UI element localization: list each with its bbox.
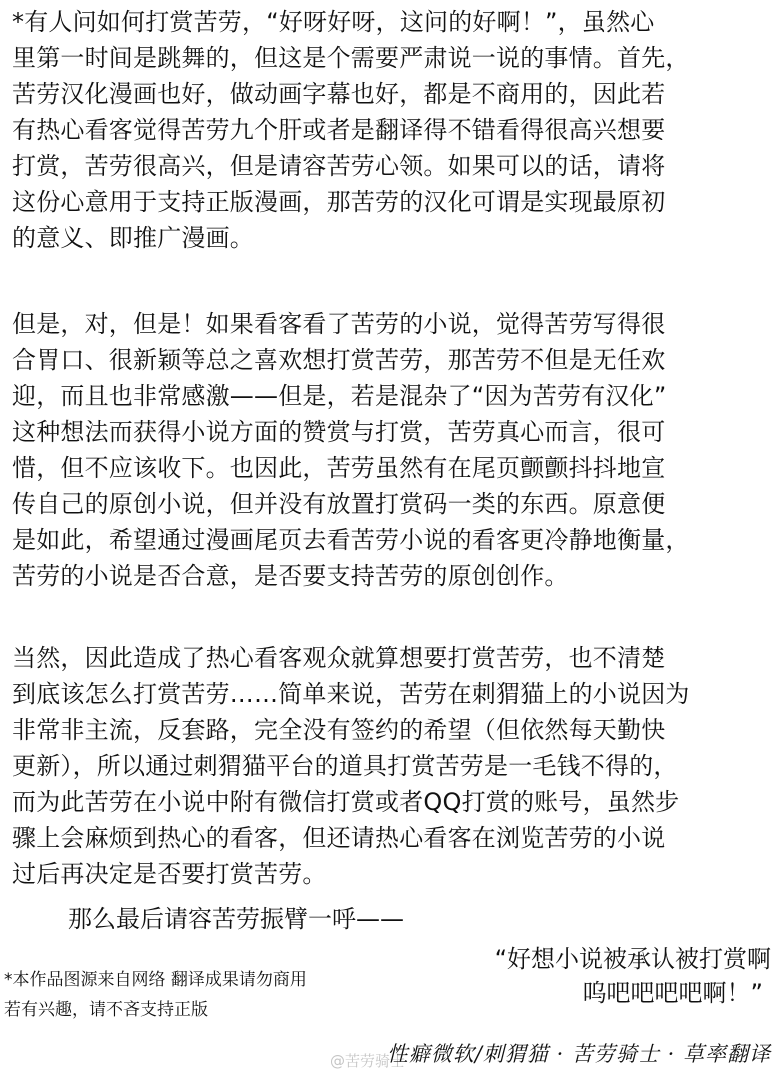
text-line: 迎，而且也非常感激——但是，若是混杂了“因为苦劳有汉化” <box>12 382 667 410</box>
paragraph-1 <box>12 4 772 256</box>
copyright-notice <box>4 965 307 1025</box>
text-line: *有人问如何打赏苦劳，“好呀好呀，这问的好啊！”，虽然心 <box>12 8 655 36</box>
text-line: 里第一时间是跳舞的，但这是个需要严肃说一说的事情。首先， <box>12 44 690 72</box>
text-line: 过后再决定是否要打赏苦劳。 <box>12 860 327 888</box>
exclamation-quote <box>495 942 771 1010</box>
text-line: 是如此，希望通过漫画尾页去看苦劳小说的看客更冷静地衡量， <box>12 526 690 554</box>
text-line: 合胃口、很新颖等总之喜欢想打赏苦劳，那苦劳不但是无任欢 <box>12 346 666 374</box>
quote-line-2: 呜吧吧吧吧啊！” <box>582 979 763 1007</box>
text-line: 苦劳汉化漫画也好，做动画字幕也好，都是不商用的，因此若 <box>12 80 666 108</box>
credits-signature: 性癖微软/刺猬猫 · 苦劳骑士 · 草率翻译 <box>386 1042 771 1066</box>
text-line: 更新），所以通过刺猬猫平台的道具打赏苦劳是一毛钱不得的， <box>12 752 678 780</box>
text-line: 这种想法而获得小说方面的赞赏与打赏，苦劳真心而言，很可 <box>12 418 666 446</box>
watermark-text: @苦劳骑士 <box>330 1052 406 1070</box>
text-line: 而为此苦劳在小说中附有微信打赏或者QQ打赏的账号，虽然步 <box>12 788 680 816</box>
closing-line: 那么最后请容苦劳振臂一呼—— <box>68 905 404 933</box>
text-line: 当然，因此造成了热心看客观众就算想要打赏苦劳，也不清楚 <box>12 644 666 672</box>
text-line: 传自己的原创小说，但并没有放置打赏码一类的东西。原意便 <box>12 490 666 518</box>
text-line: 打赏，苦劳很高兴，但是请容苦劳心领。如果可以的话，请将 <box>12 152 666 180</box>
text-line: 这份心意用于支持正版漫画，那苦劳的汉化可谓是实现最原初 <box>12 188 666 216</box>
notice-line-1: *本作品图源来自网络 翻译成果请勿商用 <box>4 970 307 990</box>
text-line: 苦劳的小说是否合意，是否要支持苦劳的原创创作。 <box>12 562 569 590</box>
text-line: 的意义、即推广漫画。 <box>12 224 254 252</box>
quote-line-1: “好想小说被承认被打赏啊 <box>494 945 771 973</box>
paragraph-3 <box>12 640 772 892</box>
text-line: 到底该怎么打赏苦劳……简单来说，苦劳在刺猬猫上的小说因为 <box>12 680 690 708</box>
text-line: 非常非主流，反套路，完全没有签约的希望（但依然每天勤快 <box>12 716 666 744</box>
text-line: 骤上会麻烦到热心的看客，但还请热心看客在浏览苦劳的小说 <box>12 824 666 852</box>
paragraph-2 <box>12 306 772 594</box>
notice-line-2: 若有兴趣，请不吝支持正版 <box>4 1000 208 1020</box>
text-line: 有热心看客觉得苦劳九个肝或者是翻译得不错看得很高兴想要 <box>12 116 666 144</box>
text-line: 但是，对，但是！如果看客看了苦劳的小说，觉得苦劳写得很 <box>12 310 666 338</box>
text-line: 惜，但不应该收下。也因此，苦劳虽然有在尾页颤颤抖抖地宣 <box>12 454 666 482</box>
